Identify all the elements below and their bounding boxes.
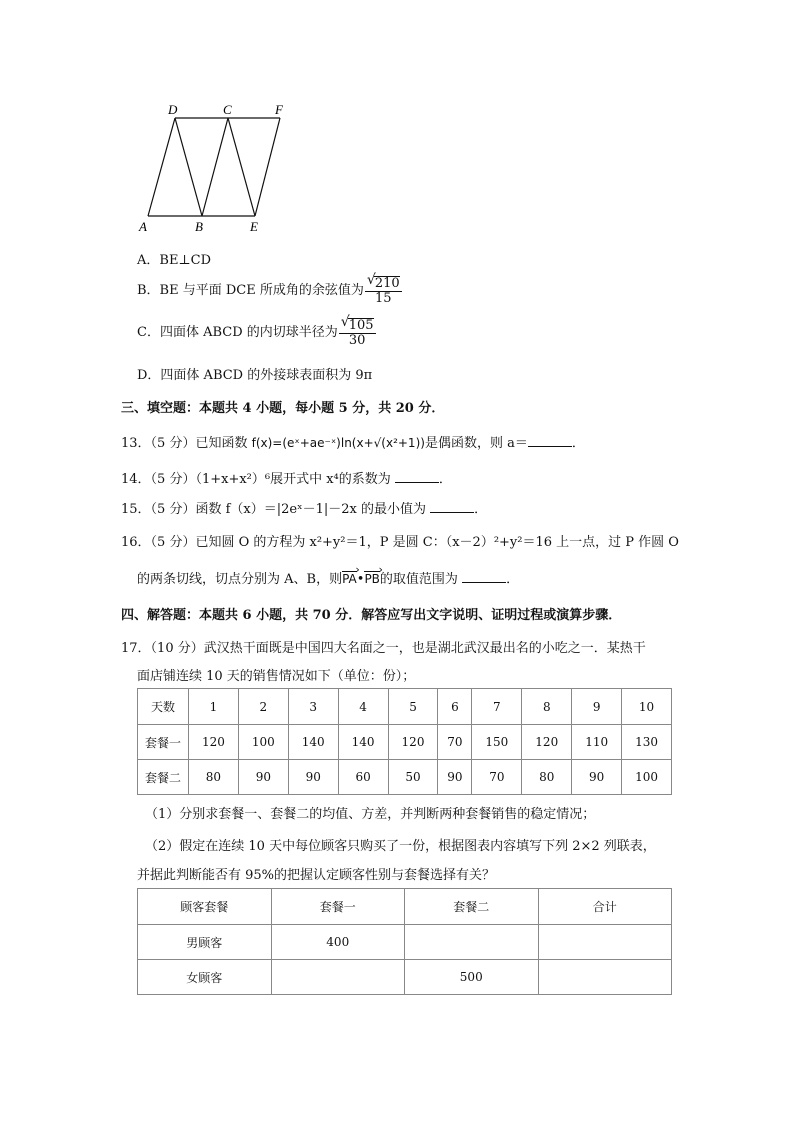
table-header-cell: 合计 (538, 889, 672, 925)
label-F: F (275, 102, 283, 117)
option-c-numerator: 105 (348, 318, 374, 333)
table-header-cell: 套餐二 (405, 889, 539, 925)
table-row (138, 760, 672, 795)
option-b (137, 272, 402, 306)
table-cell: 130 (622, 725, 672, 760)
section-4-heading: 四、解答题：本题共 6 小题，共 70 分．解答应写出文字说明、证明过程或演算步骤． (121, 608, 622, 623)
table-cell (538, 960, 672, 995)
option-c-denominator: 30 (348, 332, 366, 348)
question-14 (121, 468, 452, 487)
table-row (138, 925, 672, 960)
option-d: D．四面体 ABCD 的外接球表面积为 9π (137, 368, 373, 383)
question-13 (121, 432, 585, 451)
table-cell: 70 (472, 760, 522, 795)
table-cell: 80 (522, 760, 572, 795)
table-header-cell: 2 (238, 689, 288, 725)
table-row (138, 725, 672, 760)
edge-DB (175, 118, 202, 216)
question-17-part1: （1）分别求套餐一、套餐二的均值、方差，并判断两种套餐销售的稳定情况； (145, 807, 596, 822)
option-b-denominator: 15 (375, 290, 392, 306)
question-17-part2-line2: 并据此判断能否有 95%的把握认定顾客性别与套餐选择有关？ (137, 868, 496, 883)
q14-text: 14．（5 分）（1+x+x²）⁶展开式中 x⁴的系数为 (121, 472, 391, 487)
table-cell: 90 (288, 760, 338, 795)
table-cell: 150 (472, 725, 522, 760)
edge-DA (148, 118, 175, 216)
q13-prefix: 13．（5 分）已知函数 (121, 436, 248, 451)
option-b-fraction: √ 210 15 (366, 272, 400, 306)
table-cell (405, 925, 539, 960)
option-c-text: C．四面体 ABCD 的内切球半径为 (137, 325, 338, 341)
table-cell: 90 (438, 760, 472, 795)
table-cell: 120 (522, 725, 572, 760)
edge-FE (255, 118, 280, 216)
table-cell: 100 (622, 760, 672, 795)
option-b-text: B．BE 与平面 DCE 所成角的余弦值为 (137, 283, 364, 299)
q13-suffix: 是偶函数，则 a＝ (424, 436, 528, 451)
table-cell: 400 (271, 925, 405, 960)
table-header-cell: 9 (572, 689, 622, 725)
table-header-cell: 10 (622, 689, 672, 725)
label-C: C (223, 102, 232, 117)
q15-text: 15．（5 分）函数 f（x）＝|2eˣ－1|－2x 的最小值为 (121, 502, 426, 517)
table-cell: 110 (572, 725, 622, 760)
q16-vector-pa: PA › (342, 572, 357, 586)
edge-CB (202, 118, 228, 216)
table-cell: 90 (238, 760, 288, 795)
table-header-cell: 顾客套餐 (138, 889, 272, 925)
q14-blank[interactable] (395, 471, 439, 483)
table-header-cell: 7 (472, 689, 522, 725)
table-cell: 140 (338, 725, 388, 760)
table-header-cell: 5 (388, 689, 438, 725)
q15-end: ． (474, 502, 488, 517)
table-cell: 120 (189, 725, 239, 760)
option-c (137, 314, 376, 348)
table-cell: 70 (438, 725, 472, 760)
question-16-line2 (137, 568, 519, 587)
q16-vector-pb: PB › (364, 572, 379, 586)
table-header-cell: 3 (288, 689, 338, 725)
q13-blank[interactable] (528, 435, 572, 447)
table-cell (271, 960, 405, 995)
question-17-part2-line1: （2）假定在连续 10 天中每位顾客只购买了一份，根据图表内容填写下列 2×2 列联表， (145, 839, 656, 854)
option-c-fraction: √ 105 30 (340, 314, 374, 348)
table-cell: 套餐一 (138, 725, 189, 760)
table-cell: 100 (238, 725, 288, 760)
q13-formula: f(x)=(eˣ+ae⁻ˣ)ln(x+√(x²+1)) (251, 436, 425, 450)
q15-blank[interactable] (430, 501, 474, 513)
table-row (138, 689, 672, 725)
table-cell (538, 925, 672, 960)
table-header-cell: 天数 (138, 689, 189, 725)
question-15 (121, 498, 487, 517)
label-B: B (195, 219, 203, 234)
table-header-cell: 6 (438, 689, 472, 725)
table-header-cell: 8 (522, 689, 572, 725)
q16-line2-suffix: 的取值范围为 (379, 572, 458, 587)
question-16-line1: 16．（5 分）已知圆 O 的方程为 x²+y²＝1，P 是圆 C：（x－2）²+y²＝16 上一点，过 P 作圆 O (121, 535, 679, 550)
question-17-line1: 17．（10 分）武汉热干面既是中国四大名面之一，也是湖北武汉最出名的小吃之一．某热干 (121, 641, 646, 656)
label-E: E (250, 219, 258, 234)
q16-dot: • (356, 572, 365, 587)
geometry-figure (130, 100, 300, 240)
q16-blank[interactable] (462, 571, 506, 583)
table-cell: 120 (388, 725, 438, 760)
table-cell: 80 (189, 760, 239, 795)
table-header-cell: 4 (338, 689, 388, 725)
sales-table (137, 688, 672, 795)
q16-end: ． (506, 572, 520, 587)
question-17-line2: 面店铺连续 10 天的销售情况如下（单位：份）； (137, 669, 416, 684)
option-a: A．BE⊥CD (137, 253, 212, 268)
edge-CE (228, 118, 255, 216)
table-row (138, 960, 672, 995)
label-A: A (139, 219, 147, 234)
table-cell: 男顾客 (138, 925, 272, 960)
option-b-numerator: 210 (374, 276, 400, 291)
table-row (138, 889, 672, 925)
contingency-table (137, 888, 672, 995)
label-D: D (168, 102, 178, 117)
table-cell: 女顾客 (138, 960, 272, 995)
table-cell: 90 (572, 760, 622, 795)
table-cell: 套餐二 (138, 760, 189, 795)
table-cell: 500 (405, 960, 539, 995)
table-cell: 50 (388, 760, 438, 795)
section-3-heading: 三、填空题：本题共 4 小题，每小题 5 分，共 20 分． (121, 401, 445, 416)
table-header-cell: 套餐一 (271, 889, 405, 925)
q14-end: ． (438, 472, 452, 487)
table-cell: 140 (288, 725, 338, 760)
q16-line2-prefix: 的两条切线，切点分别为 A、B，则 (137, 572, 343, 587)
table-cell: 60 (338, 760, 388, 795)
table-header-cell: 1 (189, 689, 239, 725)
q13-end: ． (571, 436, 585, 451)
